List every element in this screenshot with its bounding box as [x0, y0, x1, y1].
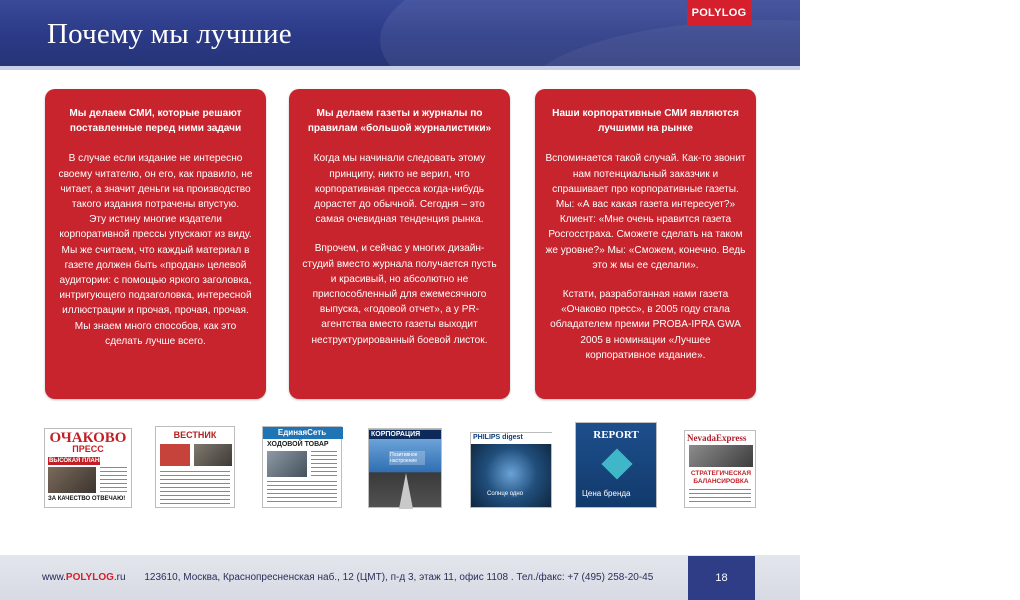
polylog-logo: POLYLOG — [687, 0, 751, 26]
cover-newspaper-2 — [155, 426, 235, 508]
cover-nevada-express — [684, 430, 756, 508]
cover-text-lines-2 — [267, 481, 337, 505]
footer-address: 123610, Москва, Краснопресненская наб., 12 (ЦМТ), п-д 3, этаж 11, офис 1108 . Тел./факс: +7 (495) 258-20-45 — [144, 572, 654, 583]
cover-headline: ХОДОВОЙ ТОВАР — [267, 441, 329, 448]
cover-masthead: ЕдинаяСеть — [277, 428, 327, 437]
cover-masthead: ОЧАКОВО — [49, 430, 127, 446]
card-paragraph: Впрочем, и сейчас у многих дизайн-студий вместо журнала получается пусть и красивый, но абсолютно не приспособленный для ежемесячного выпуска, «годовой отчет», а у PR-агентства вместо газеты выходит неструктурированный боевой листок. — [302, 243, 497, 346]
cover-masthead: REPORT — [593, 429, 639, 441]
cover-photo — [160, 444, 190, 466]
header-stripe — [0, 66, 800, 70]
card-big-journalism — [289, 89, 510, 399]
footer-contacts — [42, 572, 653, 583]
card-heading: Наши корпоративные СМИ являются лучшими на рынке — [552, 108, 739, 135]
slide-header — [0, 0, 800, 66]
card-paragraph: Вспоминается такой случай. Как-то звонит нам потенциальный заказчик и спрашивает про корпоративные газеты. Мы: «А вас какая газета интересует?» Клиент: «Мне очень нравится газета Росгосстраха. Сможете сделать на таком же уровне?» Мы: «Сможем, конечно. Ведь это ж мы ее сделали». — [545, 153, 746, 271]
cover-photo — [689, 445, 753, 467]
card-paragraph: Мы знаем много способов, как это сделать лучше всего. — [74, 320, 237, 347]
cover-headline: ВЫСОКАЯ ПЛАНКА — [49, 458, 108, 464]
cover-text-lines — [311, 451, 337, 477]
cover-masthead: PHILIPS digest — [473, 434, 523, 441]
crystal-icon — [601, 448, 632, 479]
cover-text-lines — [160, 471, 230, 505]
slide-title: Почему мы лучшие — [47, 18, 292, 50]
page-number: 18 — [688, 556, 755, 600]
cover-masthead: ВЕСТНИК — [173, 430, 217, 440]
cover-report — [575, 422, 657, 508]
road-icon — [399, 473, 413, 509]
cover-photo — [48, 467, 96, 493]
card-heading: Мы делаем газеты и журналы по правилам «большой журналистики» — [307, 108, 492, 135]
cover-edinaya-set — [262, 426, 342, 508]
cover-philips-digest — [470, 432, 552, 508]
cover-text-lines — [100, 467, 127, 493]
card-paragraph: Кстати, разработанная нами газета «Очаково пресс», в 2005 году стала обладателем премии PROBA-IPRA GWA 2005 в номинации «Лучшее корпоративное издание». — [550, 289, 741, 361]
footer-url-brand[interactable]: POLYLOG — [65, 572, 114, 583]
cover-photo — [267, 451, 307, 477]
publication-covers — [0, 420, 800, 530]
card-paragraph: В случае если издание не интересно своему читателю, он его, как правило, не читает, а значит деньги на производство такого издания потрачены впустую. — [58, 153, 253, 211]
cover-bottom-line: ЗА КАЧЕСТВО ОТВЕЧАЮ! — [48, 496, 126, 502]
card-paragraph: Эту истину многие издатели корпоративной прессы упускают из виду. Мы же считаем, что каждый материал в газете должен быть «продан» целевой аудитории: с помощью яркого заголовка, интригующего подзаголовка, интересной иллюстрации и прочая, прочая, прочая. — [59, 214, 252, 317]
card-smi-tasks — [45, 89, 266, 399]
cover-korporatsiya — [368, 428, 442, 508]
cover-ochakovo-press — [44, 428, 132, 508]
cover-bottom-line: Цена бренда — [582, 489, 631, 498]
cover-subtitle: Позитивное настроение — [389, 451, 425, 465]
footer-url-prefix[interactable]: www. — [42, 572, 66, 583]
cover-masthead: NevadaExpress — [687, 433, 747, 443]
card-best-on-market — [535, 89, 756, 399]
cover-photo-2 — [194, 444, 232, 466]
cover-text-lines — [689, 489, 751, 505]
cover-masthead: КОРПОРАЦИЯ — [369, 430, 441, 439]
footer-url-suffix[interactable]: .ru — [113, 572, 126, 583]
cover-headline: СТРАТЕГИЧЕСКАЯ БАЛАНСИРОВКА — [690, 470, 752, 485]
card-heading: Мы делаем СМИ, которые решают поставленные перед ними задачи — [69, 108, 242, 135]
cover-subtitle: ПРЕСС — [72, 444, 104, 454]
cover-bottom-line: Солнце одно — [487, 491, 524, 497]
card-paragraph: Когда мы начинали следовать этому принципу, никто не верил, что корпоративная пресса когда-нибудь дорастет до обычной. Сегодня – это самая очевидная тенденция рынка. — [313, 153, 486, 226]
